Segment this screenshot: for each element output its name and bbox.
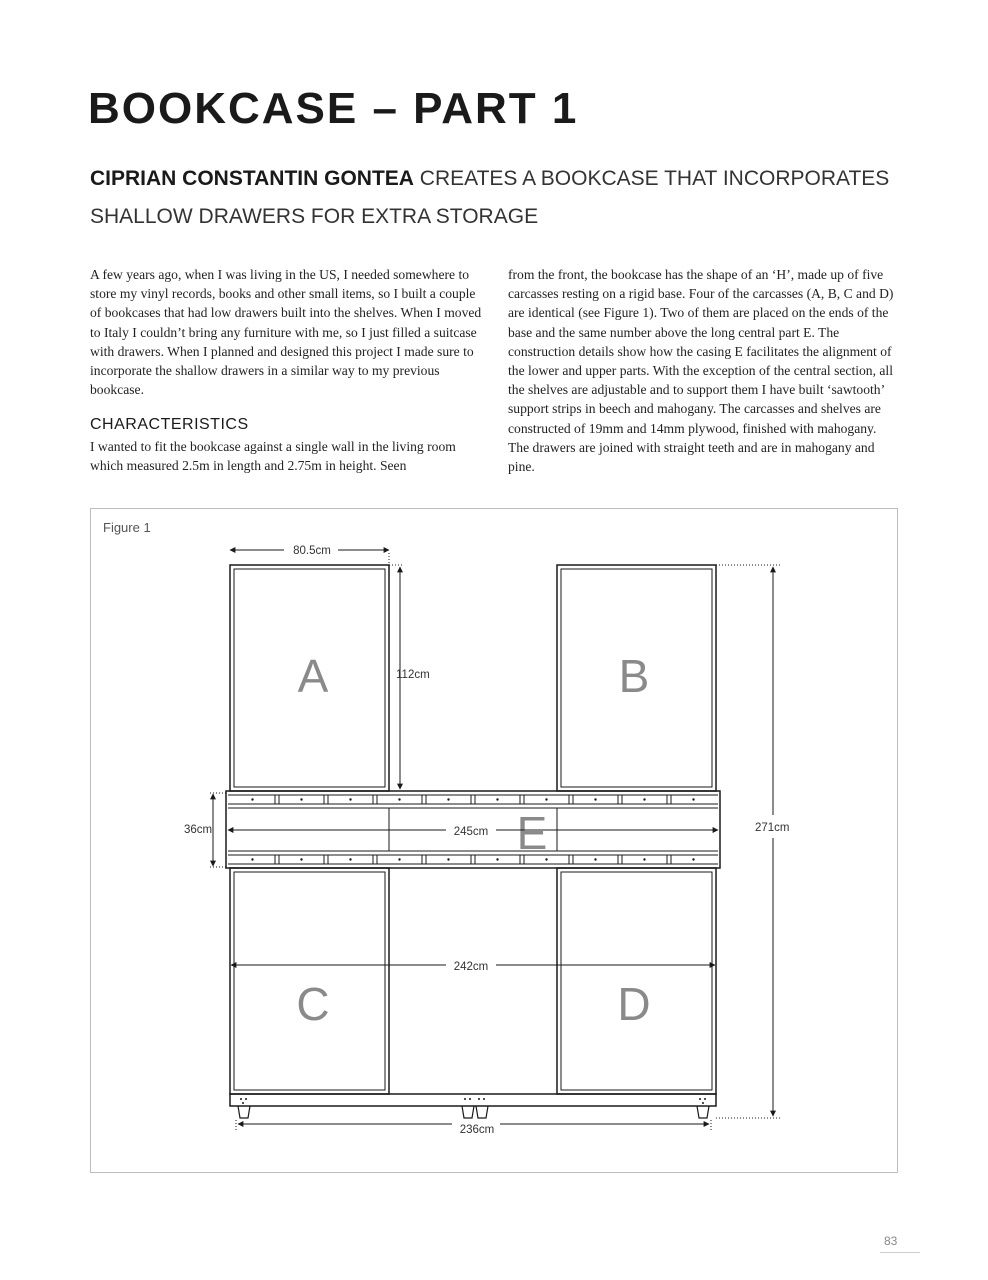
figure-label: Figure 1 bbox=[103, 520, 151, 535]
characteristics-continued: from the front, the bookcase has the shape of an ‘H’, made up of five carcasses resting on a rigid base. Four of the carcasses (A, B, C and D) are identical (see Figure 1). Two of them are placed on the ends of the base and the same number above the long central part E. The construction details show how the casing E facilitates the alignment of the lower and upper parts. With the exception of the central section, all the shelves are adjustable and to support them I have built ‘sawtooth’ support strips in beech and mahogany. The carcasses and shelves are constructed of 19mm and 14mm plywood, finished with mahogany. The drawers are joined with straight teeth and are in mahogany and pine. bbox=[508, 267, 894, 475]
dim-label-carcass-width: 80.5cm bbox=[293, 545, 331, 557]
label-a: A bbox=[297, 650, 329, 702]
dim-label-casing-height: 36cm bbox=[184, 824, 213, 836]
label-b: B bbox=[618, 650, 650, 702]
dim-label-total-height: 271cm bbox=[755, 822, 790, 834]
dim-label-inner-width: 242cm bbox=[453, 961, 489, 973]
dimension-total-height bbox=[716, 565, 790, 1118]
dimension-casing-height bbox=[184, 793, 226, 867]
intro-paragraph: A few years ago, when I was living in the US, I needed somewhere to store my vinyl records, books and other small items, so I built a couple of bookcases that had low drawers built into the shelves. When I moved to Italy I couldn’t bring any furniture with me, so I just filled a suitcase with drawers. When I planned and designed this project I made sure to incorporate the shallow drawers in a similar way to my previous bookcase. bbox=[90, 267, 482, 398]
bookcase-base bbox=[230, 1094, 716, 1118]
subtitle-text: CREATES A BOOKCASE THAT INCORPORATES SHALLOW DRAWERS FOR EXTRA STORAGE bbox=[90, 167, 890, 228]
dimension-inner-width bbox=[231, 961, 715, 973]
dimension-carcass-height bbox=[396, 567, 430, 789]
label-e: E bbox=[516, 807, 548, 859]
dimension-casing-width bbox=[228, 826, 718, 838]
dim-label-casing-width: 245cm bbox=[453, 826, 489, 838]
page-number-rule bbox=[880, 1252, 920, 1253]
label-d: D bbox=[617, 978, 651, 1030]
dim-label-base-width: 236cm bbox=[459, 1124, 495, 1136]
label-c: C bbox=[296, 978, 330, 1030]
dimension-base-width bbox=[236, 1120, 711, 1136]
dimension-carcass-width bbox=[230, 545, 404, 565]
article-title: BOOKCASE – PART 1 bbox=[88, 84, 579, 133]
characteristics-paragraph: I wanted to fit the bookcase against a single wall in the living room which measured 2.5m in length and 2.75m in height. Seen bbox=[90, 438, 456, 473]
dim-label-carcass-height: 112cm bbox=[396, 669, 430, 681]
author-name: CIPRIAN CONSTANTIN GONTEA bbox=[90, 167, 414, 190]
section-heading: CHARACTERISTICS bbox=[90, 416, 249, 434]
page-number: 83 bbox=[884, 1234, 898, 1248]
